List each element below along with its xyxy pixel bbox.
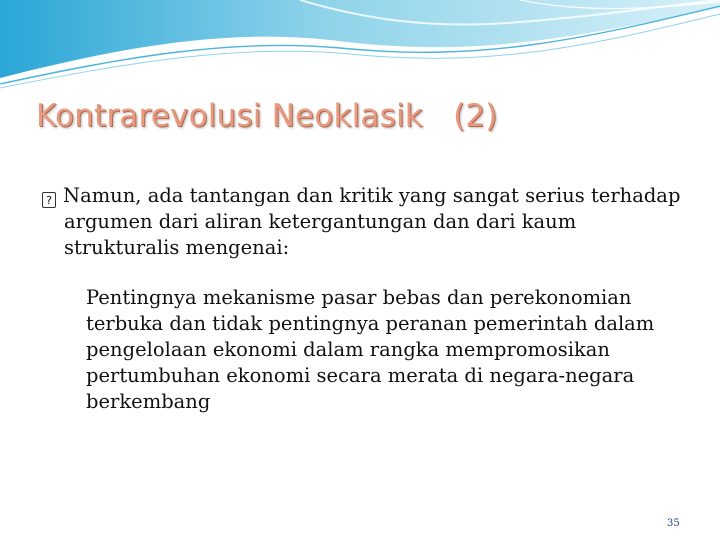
header-wave-decoration xyxy=(0,0,720,90)
bullet-paragraph xyxy=(42,183,684,261)
bullet-text: Namun, ada tantangan dan kritik yang sangat serius terhadap argumen dari aliran ketergantungan dan dari kaum strukturalis mengenai: xyxy=(63,184,681,259)
sub-paragraph: Pentingnya mekanisme pasar bebas dan perekonomian terbuka dan tidak pentingnya peranan pemerintah dalam pengelolaan ekonomi dalam rangka mempromosikan pertumbuhan ekonomi secara merata di negara-negara berkembang xyxy=(86,286,655,413)
missing-glyph-box-icon: ? xyxy=(42,192,56,208)
slide-title: Kontrarevolusi Neoklasik (2) xyxy=(36,98,498,134)
page-number: 35 xyxy=(667,518,680,529)
